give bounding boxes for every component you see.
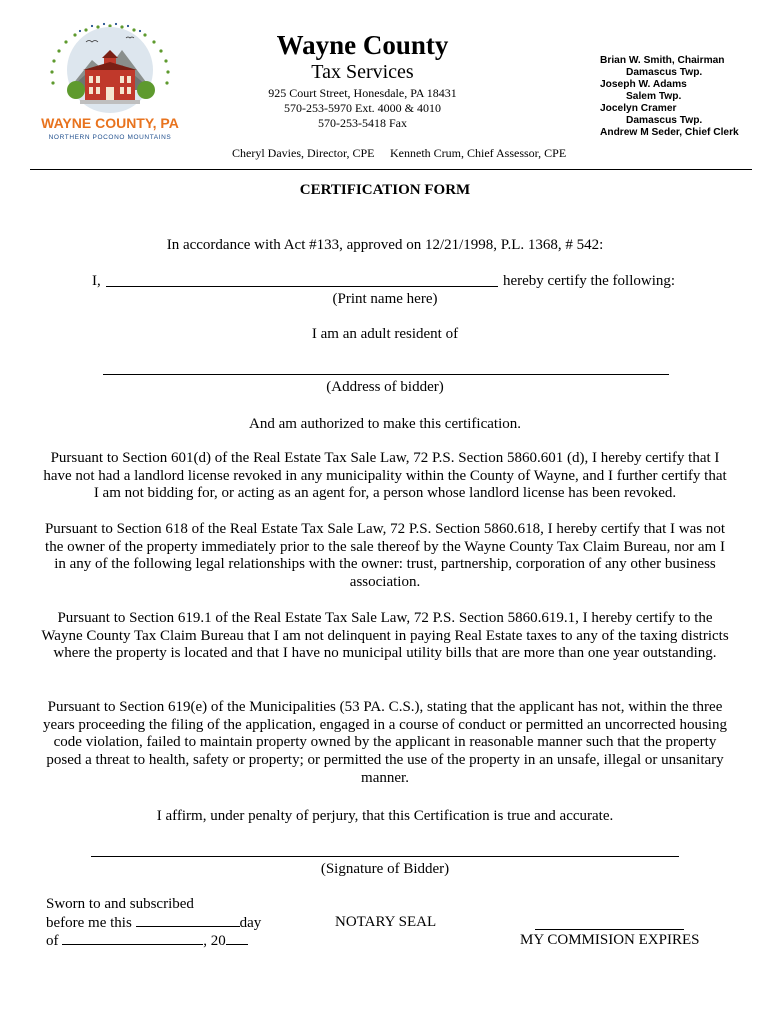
bidder-address-field[interactable] bbox=[103, 374, 669, 375]
month-field[interactable] bbox=[62, 932, 203, 945]
year-label: , 20 bbox=[203, 933, 226, 949]
affirmation-text: I affirm, under penalty of perjury, that this Certification is true and accurate. bbox=[156, 808, 614, 824]
adult-resident-text: I am an adult resident of bbox=[311, 326, 459, 342]
commissioner-line: Brian W. Smith, Chairman bbox=[600, 55, 725, 66]
commissioner-township: Salem Twp. bbox=[626, 91, 682, 102]
commissioner-line: Joseph W. Adams bbox=[600, 79, 687, 90]
address-street: 925 Court Street, Honesdale, PA 18431 bbox=[268, 86, 457, 100]
i-label: I, bbox=[92, 273, 101, 289]
commissioners-list bbox=[600, 55, 740, 139]
signature-caption: (Signature of Bidder) bbox=[320, 861, 450, 877]
year-field[interactable] bbox=[226, 932, 248, 945]
sworn-day-line bbox=[46, 914, 261, 933]
director-name: Cheryl Davies, Director, CPE bbox=[232, 146, 375, 160]
print-name-caption: (Print name here) bbox=[332, 291, 438, 307]
certify-text: hereby certify the following: bbox=[503, 273, 676, 289]
address-phone: 570-253-5970 Ext. 4000 & 4010 bbox=[284, 101, 441, 115]
sworn-month-line bbox=[46, 932, 261, 951]
address-fax: 570-253-5418 Fax bbox=[318, 116, 407, 130]
signature-field[interactable] bbox=[91, 856, 679, 857]
sworn-before-label: before me this bbox=[46, 914, 132, 931]
address-caption: (Address of bidder) bbox=[326, 379, 444, 395]
commissioner-line: Andrew M Seder, Chief Clerk bbox=[600, 127, 739, 138]
authorized-text: And am authorized to make this certification. bbox=[249, 416, 521, 432]
form-title: CERTIFICATION FORM bbox=[299, 182, 471, 198]
commissioner-township: Damascus Twp. bbox=[626, 67, 703, 78]
certification-paragraph: Pursuant to Section 619(e) of the Municipalities (53 PA. C.S.), stating that the applicant has not, within the three years proceeding the filing of the application, engaged in a course of conduct or permitted an uncorrected housing code violation, failed to maintain property owned by the applicant in reasonable manner such that the property posed a threat to health, safety or property; or permitted the use of the property in an unsafe, illegal or unsanitary manner. bbox=[43, 699, 727, 786]
notary-seal-label: NOTARY SEAL bbox=[335, 914, 437, 930]
day-field[interactable] bbox=[136, 914, 240, 927]
commission-expires-field[interactable] bbox=[535, 929, 684, 930]
county-logo bbox=[30, 20, 190, 150]
notary-sworn-block bbox=[46, 896, 261, 951]
office-title: Wayne County bbox=[276, 30, 449, 60]
certification-paragraph: Pursuant to Section 619.1 of the Real Estate Tax Sale Law, 72 P.S. Section 5860.619.1, I hereby certify to the Wayne County Tax Claim Bureau that I am not delinquent in paying Real Estate taxes to any of the taxing districts where the property is located and that I have no municipal utility bills that are more than one year outstanding. bbox=[41, 610, 729, 662]
header-divider bbox=[30, 169, 752, 170]
day-label: day bbox=[239, 914, 262, 931]
act-reference: In accordance with Act #133, approved on 12/21/1998, P.L. 1368, # 542: bbox=[166, 237, 604, 253]
svg-text:NORTHERN POCONO MOUNTAINS: NORTHERN POCONO MOUNTAINS bbox=[48, 134, 172, 141]
courthouse-logo-icon bbox=[30, 20, 190, 150]
commissioner-township: Damascus Twp. bbox=[626, 115, 703, 126]
assessor-name: Kenneth Crum, Chief Assessor, CPE bbox=[390, 146, 567, 160]
commission-expires-caption: MY COMMISION EXPIRES bbox=[520, 932, 700, 948]
sworn-of-label: of bbox=[46, 933, 59, 949]
print-name-field[interactable] bbox=[106, 286, 498, 287]
certification-paragraph: Pursuant to Section 601(d) of the Real Estate Tax Sale Law, 72 P.S. Section 5860.601 (d), I hereby certify that I have not had a landlord license revoked in any municipality within the County of Wayne, and I further certify that I am not bidding for, or acting as an agent for, a person whose landlord license has been revoked. bbox=[43, 450, 727, 502]
svg-text:WAYNE COUNTY, PA: WAYNE COUNTY, PA bbox=[41, 115, 179, 131]
office-subtitle: Tax Services bbox=[311, 61, 414, 83]
certification-paragraph: Pursuant to Section 618 of the Real Estate Tax Sale Law, 72 P.S. Section 5860.618, I hereby certify that I was not the owner of the property immediately prior to the sale thereof by the Wayne County Tax Claim Bureau, nor am I in any of the following legal relationships with the owner: trust, partnership, corporation of any other business association. bbox=[44, 521, 726, 591]
commissioner-line: Jocelyn Cramer bbox=[600, 103, 677, 114]
sworn-line: Sworn to and subscribed bbox=[46, 896, 194, 912]
